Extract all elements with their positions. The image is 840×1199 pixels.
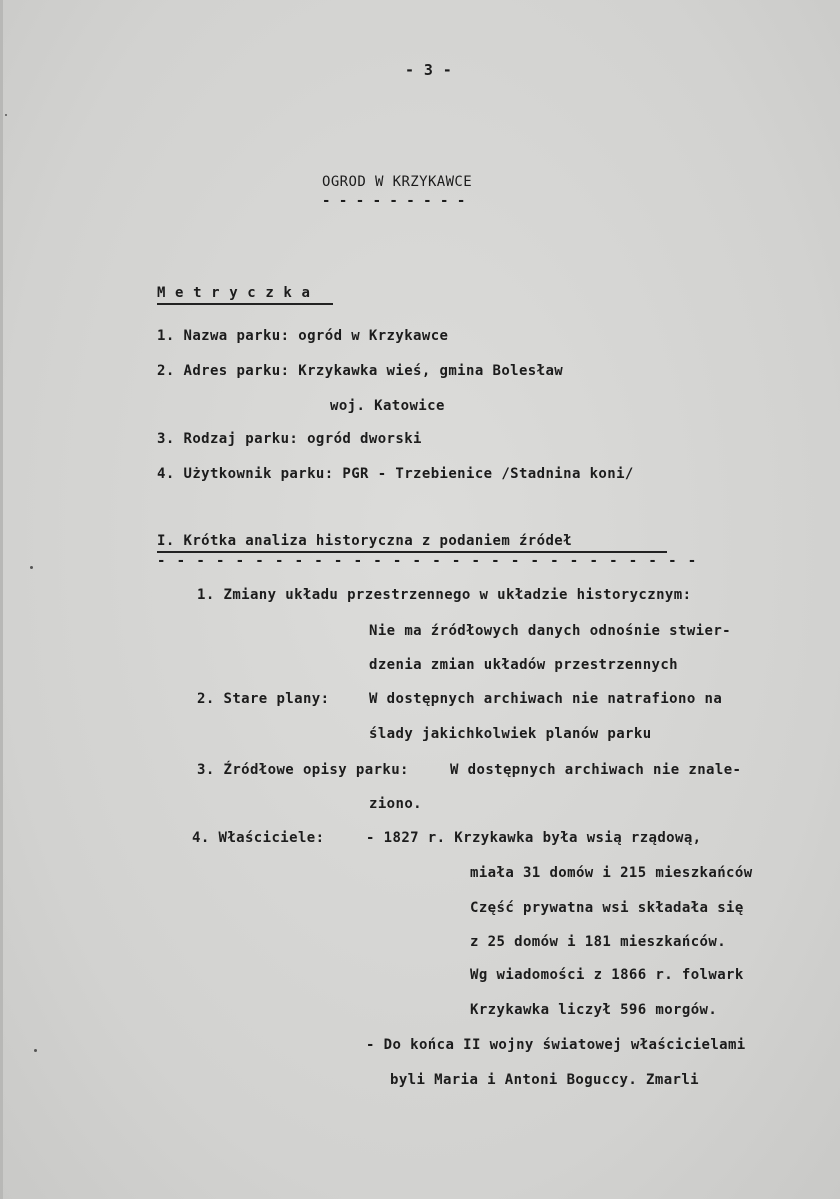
margin-speck (5, 114, 7, 116)
owners-line-6: Krzykawka liczył 596 morgów. (470, 1002, 718, 1018)
section-1-point-1-text-a: Nie ma źródłowych danych odnośnie stwier- (369, 623, 731, 639)
title-dash-underline: - - - - - - - - - (322, 193, 466, 209)
page-edge-shadow (0, 0, 3, 1199)
owners-line-5: Wg wiadomości z 1866 r. folwark (470, 967, 744, 983)
section-1-heading: I. Krótka analiza historyczna z podaniem źródeł (157, 533, 572, 549)
metryczka-item-4: 4. Użytkownik parku: PGR - Trzebienice /Stadnina koni/ (157, 466, 634, 482)
section-1-dash-underline: - - - - - - - - - - - - - - - - - - - - - - - - - - - - (157, 553, 698, 569)
owners-line-1: - 1827 r. Krzykawka była wsią rządową, (366, 830, 702, 846)
section-1-point-2-label: 2. Stare plany: (197, 691, 330, 707)
section-1-point-3-text-b: ziono. (369, 796, 422, 812)
section-1-point-2-text-b: ślady jakichkolwiek planów parku (369, 726, 652, 742)
owners-line-4: z 25 domów i 181 mieszkańców. (470, 934, 727, 950)
margin-speck (34, 1049, 37, 1052)
metryczka-heading: M e t r y c z k a (157, 285, 311, 301)
metryczka-item-3: 3. Rodzaj parku: ogród dworski (157, 431, 422, 447)
metryczka-item-2-continuation: woj. Katowice (330, 398, 445, 414)
owners-line-8: byli Maria i Antoni Boguccy. Zmarli (390, 1072, 700, 1088)
section-1-point-4-label: 4. Właściciele: (192, 830, 325, 846)
metryczka-item-2: 2. Adres parku: Krzykawka wieś, gmina Bolesław (157, 363, 564, 379)
section-1-point-3-label: 3. Źródłowe opisy parku: (197, 762, 409, 778)
owners-line-2: miała 31 domów i 215 mieszkańców (470, 865, 753, 881)
section-1-point-3-text-a: W dostępnych archiwach nie znale- (450, 762, 742, 778)
section-1-point-1-text-b: dzenia zmian układów przestrzennych (369, 657, 679, 673)
metryczka-heading-underline (157, 303, 333, 305)
section-1-point-1: 1. Zmiany układu przestrzennego w układzie historycznym: (197, 587, 692, 603)
document-title: OGROD W KRZYKAWCE (322, 174, 473, 190)
page-number: - 3 - (405, 61, 453, 79)
owners-line-3: Część prywatna wsi składała się (470, 900, 744, 916)
section-1-point-2-text-a: W dostępnych archiwach nie natrafiono na (369, 691, 723, 707)
margin-speck (30, 566, 33, 569)
metryczka-item-1: 1. Nazwa parku: ogród w Krzykawce (157, 328, 449, 344)
owners-line-7: - Do końca II wojny światowej właścicielami (366, 1037, 746, 1053)
